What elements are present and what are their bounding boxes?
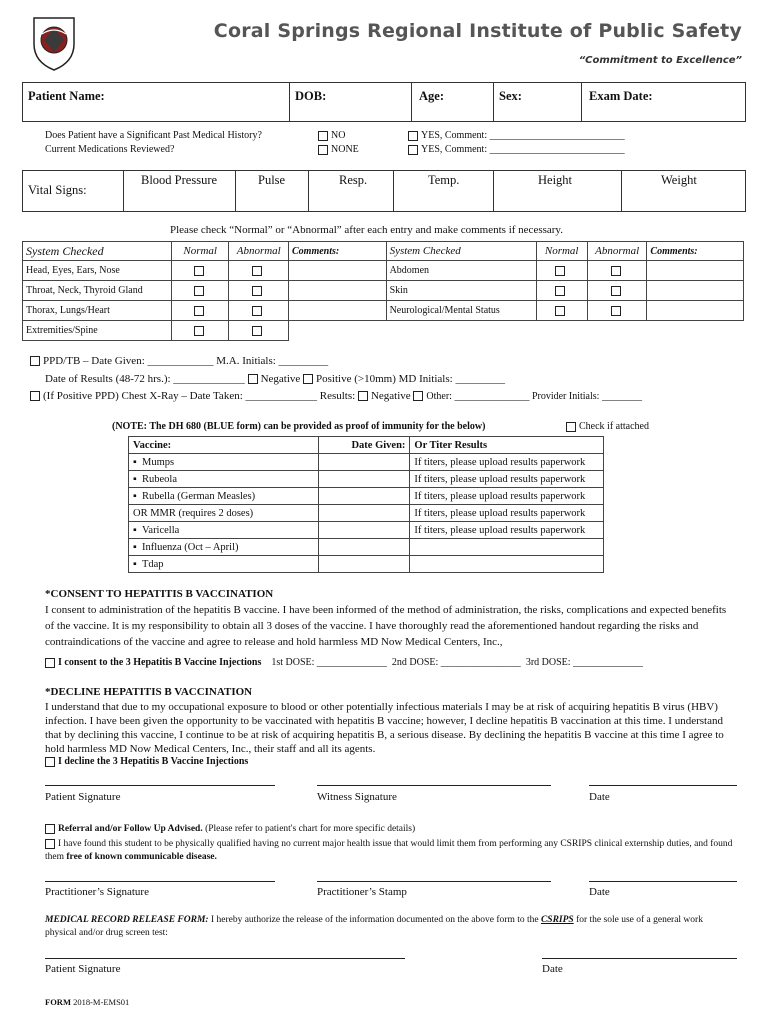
patient-signature-label-2: Patient Signature xyxy=(45,963,121,975)
titer-cell: If titers, please upload results paperwork xyxy=(410,471,604,488)
date-given-cell[interactable] xyxy=(318,505,410,522)
checkbox-icon xyxy=(408,145,418,155)
patient-name-label: Patient Name: xyxy=(28,89,105,103)
normal-checkbox[interactable] xyxy=(171,281,229,301)
patient-signature-label: Patient Signature xyxy=(45,791,121,803)
decline-checkbox[interactable]: I decline the 3 Hepatitis B Vaccine Injections xyxy=(45,756,248,767)
checkbox-icon xyxy=(30,356,40,366)
comment-cell[interactable] xyxy=(289,301,387,321)
bullet-icon: ▪ xyxy=(133,456,137,468)
bullet-icon: ▪ xyxy=(133,541,137,553)
decline-heading: *DECLINE HEPATITIS B VACCINATION xyxy=(45,686,253,698)
check-if-attached[interactable]: Check if attached xyxy=(566,421,649,432)
exam-date-label: Exam Date: xyxy=(589,89,653,103)
titer-cell: If titers, please upload results paperwork xyxy=(410,505,604,522)
checkbox-icon xyxy=(408,131,418,141)
consent-heading: *CONSENT TO HEPATITIS B VACCINATION xyxy=(45,588,274,600)
history-yes-comment-1[interactable]: YES, Comment: ___________________________ xyxy=(408,130,625,141)
institute-logo xyxy=(28,10,80,72)
abnormal-checkbox[interactable] xyxy=(587,261,647,281)
abnormal-checkbox[interactable] xyxy=(229,301,289,321)
col-comments: Comments: xyxy=(289,242,387,261)
sex-label: Sex: xyxy=(499,89,522,103)
date-given-cell[interactable] xyxy=(318,539,410,556)
abnormal-checkbox[interactable] xyxy=(229,321,289,341)
motto: “Commitment to Excellence” xyxy=(578,55,742,66)
comment-cell[interactable] xyxy=(647,301,744,321)
titer-cell: If titers, please upload results paperwork xyxy=(410,454,604,471)
checkbox-icon[interactable] xyxy=(358,391,368,401)
dose-3[interactable]: 3rd DOSE: ______________ xyxy=(525,657,644,668)
date-given-cell[interactable] xyxy=(318,454,410,471)
table-row xyxy=(129,454,604,471)
dob-label: DOB: xyxy=(295,89,327,103)
table-row xyxy=(129,471,604,488)
vaccine-name: Varicella xyxy=(141,524,180,536)
system-label: Extremities/Spine xyxy=(23,321,172,341)
titer-cell xyxy=(410,539,604,556)
comment-cell[interactable] xyxy=(647,261,744,281)
system-label: Skin xyxy=(386,281,536,301)
normal-checkbox[interactable] xyxy=(171,301,229,321)
table-row xyxy=(129,522,604,539)
system-label: Neurological/Mental Status xyxy=(386,301,536,321)
titer-cell xyxy=(410,556,604,573)
normal-checkbox[interactable] xyxy=(536,281,587,301)
vaccine-note: (NOTE: The DH 680 (BLUE form) can be provided as proof of immunity for the below) xyxy=(112,421,486,432)
checkbox-icon xyxy=(566,422,576,432)
table-row xyxy=(23,301,744,321)
date-given-cell[interactable] xyxy=(318,556,410,573)
col-comments-2: Comments: xyxy=(647,242,744,261)
release-form-text: MEDICAL RECORD RELEASE FORM: I hereby authorize the release of the information documented on the above form to the CSRIPS for the sole use of a general work physical and/or drug screen test: xyxy=(45,915,703,938)
ppd-line-1[interactable]: PPD/TB – Date Given: ____________ M.A. Initials: _________ xyxy=(30,355,328,367)
consent-checkbox-row: I consent to the 3 Hepatitis B Vaccine Injections 1st DOSE: ______________ 2nd DOSE: ________________ 3rd DOSE: ______________ xyxy=(45,657,643,668)
ppd-line-3: (If Positive PPD) Chest X-Ray – Date Taken: _____________ Results: Negative Other: _______________ Provider Initials: ________ xyxy=(30,390,642,402)
patient-info-box xyxy=(22,82,746,122)
system-label: Thorax, Lungs/Heart xyxy=(23,301,172,321)
practitioner-stamp-label: Practitioner’s Stamp xyxy=(317,886,407,898)
history-question-1: Does Patient have a Significant Past Medical History? xyxy=(45,130,262,141)
system-label: Head, Eyes, Ears, Nose xyxy=(23,261,172,281)
table-row xyxy=(23,321,744,341)
bullet-icon: ▪ xyxy=(133,558,137,570)
vaccine-name: OR MMR (requires 2 doses) xyxy=(133,507,254,519)
system-label: Throat, Neck, Thyroid Gland xyxy=(23,281,172,301)
checkbox-icon[interactable] xyxy=(413,391,423,401)
vaccine-table xyxy=(128,436,604,573)
instructions: Please check “Normal” or “Abnormal” after each entry and make comments if necessary. xyxy=(170,224,563,236)
vital-col-temp: Temp. xyxy=(428,173,460,187)
col-system-checked-2: System Checked xyxy=(386,242,536,261)
dose-2[interactable]: 2nd DOSE: ________________ xyxy=(391,657,521,668)
checkbox-icon xyxy=(45,839,55,849)
vital-signs-box xyxy=(22,170,746,212)
witness-signature-label: Witness Signature xyxy=(317,791,397,803)
age-label: Age: xyxy=(419,89,444,103)
vital-col-pulse: Pulse xyxy=(258,173,286,187)
history-question-2: Current Medications Reviewed? xyxy=(45,144,175,155)
date-given-cell[interactable] xyxy=(318,471,410,488)
date-label-3: Date xyxy=(542,963,563,975)
ppd-line-2: Date of Results (48-72 hrs.): _____________ Negative Positive (>10mm) MD Initials: _________ xyxy=(45,373,505,385)
checkbox-icon[interactable] xyxy=(45,658,55,668)
normal-checkbox[interactable] xyxy=(171,321,229,341)
table-row xyxy=(129,556,604,573)
date-given-cell[interactable] xyxy=(318,522,410,539)
normal-checkbox[interactable] xyxy=(536,301,587,321)
dose-1[interactable]: 1st DOSE: ______________ xyxy=(271,657,387,668)
comment-cell[interactable] xyxy=(289,261,387,281)
history-yes-comment-2[interactable]: YES, Comment: ___________________________ xyxy=(408,144,625,155)
comment-cell[interactable] xyxy=(647,281,744,301)
table-row xyxy=(129,539,604,556)
col-system-checked: System Checked xyxy=(23,242,172,261)
abnormal-checkbox[interactable] xyxy=(229,281,289,301)
col-abnormal: Abnormal xyxy=(229,242,289,261)
system-check-table xyxy=(22,241,744,341)
abnormal-checkbox[interactable] xyxy=(587,301,647,321)
date-label: Date xyxy=(589,791,610,803)
comment-cell[interactable] xyxy=(289,321,387,341)
table-row xyxy=(23,261,744,281)
vital-signs-label: Vital Signs: xyxy=(28,183,87,197)
checkbox-icon xyxy=(45,824,55,834)
vital-col-height: Height xyxy=(538,173,573,187)
comment-cell[interactable] xyxy=(289,281,387,301)
table-row xyxy=(23,281,744,301)
checkbox-icon[interactable] xyxy=(30,391,40,401)
decline-body: I understand that due to my occupational exposure to blood or other potentially infectious materials I may be at risk of acquiring hepatitis B virus (HBV) infection. I have been given the opportunity to be vaccinated with hepatitis B vaccine; however, I decline hepatitis B vaccination at this time. I understand that by declining this vaccine, I continue to be at risk of acquiring hepatitis B, a serious disease. By declining the hepatitis B vaccine at this time I agree to hold harmless MD Now Medical Centers, Inc., their staff and all its agents. xyxy=(45,701,724,755)
vital-col-resp: Resp. xyxy=(339,173,368,187)
vaccine-name: Mumps xyxy=(141,456,175,468)
history-none-option[interactable]: NONE xyxy=(318,144,359,155)
checkbox-icon xyxy=(318,131,328,141)
col-date-given: Date Given: xyxy=(318,437,410,454)
bullet-icon: ▪ xyxy=(133,473,137,485)
col-abnormal-2: Abnormal xyxy=(587,242,647,261)
abnormal-checkbox[interactable] xyxy=(587,281,647,301)
referral-checkbox[interactable]: Referral and/or Follow Up Advised. (Please refer to patient's chart for more specific details) xyxy=(45,824,415,834)
table-row xyxy=(129,488,604,505)
titer-cell: If titers, please upload results paperwork xyxy=(410,522,604,539)
date-label-2: Date xyxy=(589,886,610,898)
bullet-icon: ▪ xyxy=(133,524,137,536)
vaccine-name: Rubella (German Measles) xyxy=(141,490,256,502)
col-titer: Or Titer Results xyxy=(410,437,604,454)
vaccine-name: Influenza (Oct – April) xyxy=(141,541,239,553)
date-given-cell[interactable] xyxy=(318,488,410,505)
bullet-icon: ▪ xyxy=(133,490,137,502)
table-row xyxy=(129,505,604,522)
system-label: Abdomen xyxy=(386,261,536,281)
abnormal-checkbox[interactable] xyxy=(229,261,289,281)
col-vaccine: Vaccine: xyxy=(129,437,319,454)
page-title: Coral Springs Regional Institute of Public Safety xyxy=(213,20,742,42)
normal-checkbox[interactable] xyxy=(536,261,587,281)
form-number: FORM 2018-M-EMS01 xyxy=(45,997,130,1007)
col-normal-2: Normal xyxy=(536,242,587,261)
history-no-option[interactable]: NO xyxy=(318,130,345,141)
checkbox-icon xyxy=(45,757,55,767)
practitioner-signature-label: Practitioner’s Signature xyxy=(45,886,149,898)
vaccine-name: Tdap xyxy=(141,558,164,570)
vaccine-name: Rubeola xyxy=(141,473,177,485)
checkbox-icon[interactable] xyxy=(248,374,258,384)
qualified-checkbox[interactable]: I have found this student to be physically qualified having no current major health issue that would limit them from performing any CSRIPS clinical externship duties, and found them free of known communicable disease. xyxy=(45,839,733,862)
checkbox-icon[interactable] xyxy=(303,374,313,384)
checkbox-icon xyxy=(318,145,328,155)
normal-checkbox[interactable] xyxy=(171,261,229,281)
vital-col-weight: Weight xyxy=(661,173,697,187)
vital-col-bp: Blood Pressure xyxy=(141,173,218,187)
consent-body: I consent to administration of the hepatitis B vaccine. I have been informed of the method of administration, the risks, complications and expected benefits of the vaccine. It is my responsibility to obtain all 3 doses of the vaccine. I have thoroughly read the aforementioned handout regarding the risks and contraindications of the vaccine and agree to release and hold harmless MD Now Medical Centers, Inc., xyxy=(45,604,727,648)
col-normal: Normal xyxy=(171,242,229,261)
titer-cell: If titers, please upload results paperwork xyxy=(410,488,604,505)
